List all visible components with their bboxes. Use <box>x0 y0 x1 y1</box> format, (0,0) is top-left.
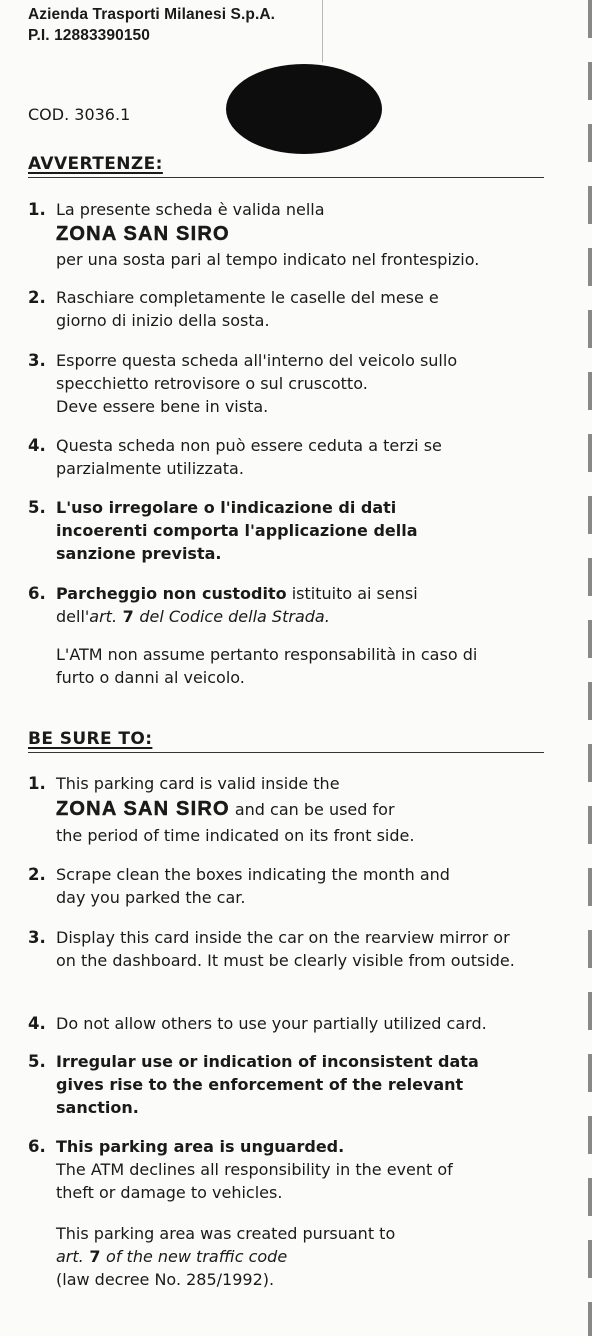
item-number: 1. <box>28 774 46 793</box>
item-text: and can be used for <box>229 800 395 819</box>
it-item-2 <box>28 286 548 332</box>
item-bold-text: Parcheggio non custodito <box>56 584 287 603</box>
item-text: Do not allow others to use your partially utilized card. <box>56 1014 487 1033</box>
item-text: art. <box>89 607 118 626</box>
en-item-5 <box>28 1050 548 1119</box>
item-text: istituito ai sensi <box>286 584 418 603</box>
item-text: La presente scheda è valida nella <box>56 200 325 219</box>
item-number: 1. <box>28 200 46 219</box>
item-text: Scrape clean the boxes indicating the month and day you parked the car. <box>56 865 450 907</box>
item-text: Raschiare completamente le caselle del mese e giorno di inizio della sosta. <box>56 288 439 330</box>
footer-text: of the new traffic code <box>106 1247 288 1266</box>
zone-name: ZONA SAN SIRO <box>56 223 230 245</box>
card-code: COD. 3036.1 <box>28 105 131 124</box>
item-number: 3. <box>28 928 46 947</box>
en-item-2 <box>28 863 548 909</box>
item-text: Questa scheda non può essere ceduta a terzi se parzialmente utilizzata. <box>56 436 442 478</box>
footer-text: This parking area was created pursuant to <box>56 1224 396 1243</box>
item-number: 6. <box>28 1137 46 1156</box>
en-heading-rule <box>28 752 544 753</box>
company-name: Azienda Trasporti Milanesi S.p.A. <box>28 6 276 23</box>
item-number: 2. <box>28 865 46 884</box>
item-text: L'uso irregolare o l'indicazione di dati incoerenti comporta l'applicazione della sanzione prevista. <box>56 498 418 563</box>
card-edge <box>588 0 592 1336</box>
item-text: The ATM declines all responsibility in the event of theft or damage to vehicles. <box>56 1160 453 1202</box>
item-text: 7 <box>117 607 140 626</box>
item-number: 4. <box>28 1014 46 1033</box>
item-number: 4. <box>28 436 46 455</box>
item-text: per una sosta pari al tempo indicato nel frontespizio. <box>56 250 480 269</box>
en-item-3 <box>28 926 548 972</box>
item-text: Deve essere bene in vista. <box>56 397 269 416</box>
it-item-3 <box>28 349 548 418</box>
it-item-5 <box>28 496 548 565</box>
it-footer: L'ATM non assume pertanto responsabilità in caso di furto o danni al veicolo. <box>56 645 478 687</box>
en-item-6 <box>28 1135 548 1204</box>
item-number: 3. <box>28 351 46 370</box>
it-item-1 <box>28 198 548 271</box>
item-text: the period of time indicated on its front side. <box>56 826 415 845</box>
item-text: Display this card inside the car on the rearview mirror or on the dashboard. It must be clearly visible from outside. <box>56 928 515 970</box>
item-number: 5. <box>28 498 46 517</box>
item-text: This parking card is valid inside the <box>56 774 340 793</box>
vat-number: P.I. 12883390150 <box>28 27 150 44</box>
item-number: 5. <box>28 1052 46 1071</box>
footer-text: (law decree No. 285/1992). <box>56 1270 275 1289</box>
it-heading-rule <box>28 177 544 178</box>
en-footer <box>56 1222 548 1291</box>
en-heading: BE SURE TO: <box>28 729 153 749</box>
item-text: Esporre questa scheda all'interno del veicolo sullo specchietto retrovisore o sul cruscotto. <box>56 351 458 393</box>
fold-line <box>322 0 323 62</box>
en-item-4 <box>28 1012 548 1035</box>
item-text: del Codice della Strada. <box>139 607 330 626</box>
footer-text: 7 <box>83 1247 107 1266</box>
punch-hole <box>226 64 382 154</box>
zone-name: ZONA SAN SIRO <box>56 798 230 820</box>
it-item-4 <box>28 434 548 480</box>
item-number: 2. <box>28 288 46 307</box>
footer-text: art. <box>56 1247 84 1266</box>
item-bold-text: This parking area is unguarded. <box>56 1137 345 1156</box>
it-item-6 <box>28 582 548 628</box>
issuer-block <box>28 4 275 46</box>
item-text: Irregular use or indication of inconsistent data gives rise to the enforcement of the relevant sanction. <box>56 1052 479 1117</box>
item-text: dell' <box>56 607 90 626</box>
item-number: 6. <box>28 584 46 603</box>
it-heading: AVVERTENZE: <box>28 154 163 174</box>
en-item-1 <box>28 772 548 847</box>
